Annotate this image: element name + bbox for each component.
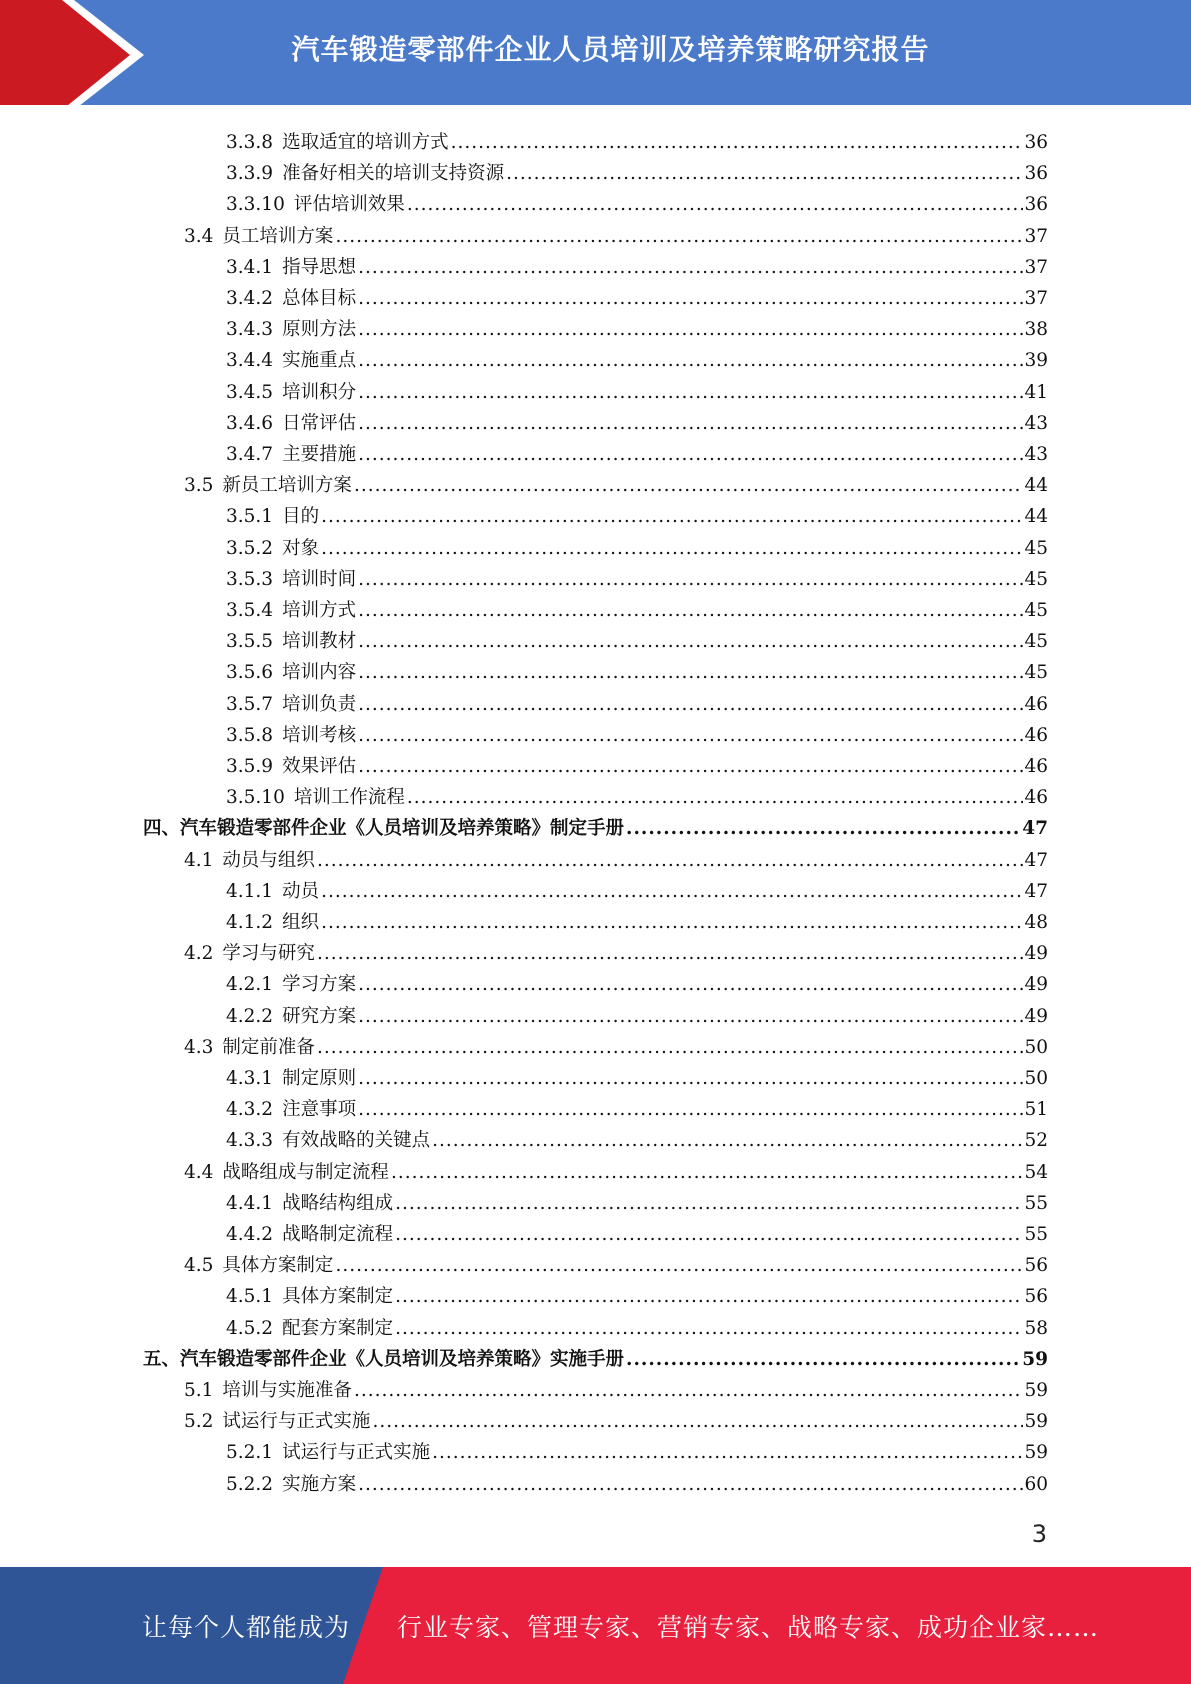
toc-dot-leader	[395, 1281, 1023, 1312]
toc-entry-number: 3.5.6	[226, 662, 274, 684]
toc-entry[interactable]	[226, 626, 1048, 657]
toc-entry-page: 37	[1024, 288, 1048, 309]
toc-entry-page: 49	[1024, 1005, 1048, 1027]
toc-dot-leader	[506, 158, 1023, 189]
toc-entry-number: 3.5.2	[226, 537, 274, 559]
toc-entry[interactable]	[226, 1125, 1048, 1156]
toc-entry-title: 有效战略的关键点	[282, 1130, 431, 1152]
toc-entry[interactable]	[226, 969, 1048, 1000]
footer-banner	[0, 1567, 1191, 1684]
toc-entry-page: 47	[1022, 818, 1048, 840]
toc-dot-leader	[358, 283, 1023, 314]
toc-dot-leader	[432, 1125, 1023, 1156]
toc-dot-leader	[358, 564, 1023, 595]
toc-entry-page: 49	[1024, 943, 1048, 965]
toc-entry-page: 50	[1024, 1068, 1048, 1089]
toc-dot-leader	[358, 689, 1023, 720]
toc-entry-page: 59	[1022, 1348, 1048, 1370]
toc-dot-leader	[321, 533, 1023, 564]
toc-entry[interactable]	[226, 720, 1048, 751]
toc-entry-title: 培训考核	[282, 724, 357, 746]
toc-entry[interactable]	[184, 1375, 1048, 1406]
toc-entry-page: 36	[1024, 163, 1048, 185]
toc-dot-leader	[321, 501, 1023, 532]
toc-entry-number: 3.5	[184, 475, 214, 497]
toc-entry[interactable]	[226, 189, 1048, 220]
toc-entry[interactable]	[143, 1344, 1048, 1375]
toc-dot-leader	[358, 595, 1023, 626]
toc-entry-page: 59	[1024, 1442, 1048, 1464]
toc-entry[interactable]	[226, 876, 1048, 907]
toc-entry-page: 55	[1024, 1192, 1048, 1214]
toc-entry-number: 4.1	[184, 849, 214, 871]
toc-dot-leader	[358, 408, 1023, 439]
toc-entry-number: 3.4.5	[226, 381, 274, 403]
toc-entry-title: 实施方案	[282, 1473, 357, 1495]
toc-entry-page: 36	[1024, 194, 1048, 216]
toc-entry-number: 3.5.5	[226, 631, 274, 653]
toc-entry-number: 5.2	[184, 1411, 214, 1433]
toc-entry-number: 3.5.7	[226, 693, 274, 715]
toc-dot-leader	[407, 189, 1024, 220]
toc-entry-number: 4.2.1	[226, 974, 274, 996]
toc-entry-number: 4.3.1	[226, 1068, 274, 1089]
toc-entry[interactable]	[226, 1469, 1048, 1500]
toc-entry-page: 44	[1024, 506, 1048, 528]
toc-entry-title: 评估培训效果	[293, 194, 405, 216]
toc-entry-title: 制定原则	[282, 1068, 357, 1089]
toc-entry-title: 培训时间	[282, 568, 357, 590]
toc-entry-title: 具体方案制定	[282, 1286, 394, 1308]
toc-dot-leader	[358, 1001, 1023, 1032]
toc-entry-number: 3.4.2	[226, 288, 274, 309]
toc-dot-leader	[358, 1094, 1023, 1125]
toc-dot-leader	[451, 127, 1024, 158]
toc-entry-number: 4.3.3	[226, 1130, 274, 1152]
toc-entry-page: 45	[1024, 537, 1048, 559]
toc-dot-leader	[358, 720, 1023, 751]
toc-entry-number: 4.1.2	[226, 912, 274, 933]
toc-dot-leader	[358, 657, 1023, 688]
toc-entry-page: 46	[1024, 724, 1048, 746]
toc-entry-page: 36	[1024, 132, 1048, 153]
toc-entry-page: 46	[1024, 693, 1048, 715]
toc-dot-leader	[317, 845, 1024, 876]
toc-entry-page: 52	[1024, 1130, 1048, 1152]
toc-entry-title: 实施重点	[282, 350, 357, 372]
toc-entry-number: 4.4	[184, 1161, 214, 1183]
toc-entry[interactable]	[143, 813, 1048, 844]
toc-entry-page: 38	[1024, 319, 1048, 341]
toc-entry-number: 3.4	[184, 225, 214, 247]
toc-entry-number: 3.4.3	[226, 319, 274, 341]
toc-entry-number: 5.2.2	[226, 1473, 274, 1495]
toc-entry[interactable]	[184, 221, 1048, 252]
toc-entry[interactable]	[226, 782, 1048, 813]
toc-entry-title: 指导思想	[282, 256, 357, 278]
toc-entry-page: 45	[1024, 631, 1048, 653]
toc-entry-page: 49	[1024, 974, 1048, 996]
toc-entry[interactable]	[226, 689, 1048, 720]
toc-dot-leader	[407, 782, 1024, 813]
toc-entry-number: 4.4.1	[226, 1192, 274, 1214]
toc-dot-leader	[358, 252, 1023, 283]
toc-entry[interactable]	[226, 377, 1048, 408]
toc-dot-leader	[358, 377, 1023, 408]
toc-entry[interactable]	[226, 501, 1048, 532]
toc-entry-title: 目的	[282, 506, 320, 528]
toc-entry-number: 4.1.1	[226, 880, 274, 902]
toc-entry[interactable]	[226, 1313, 1048, 1344]
toc-entry-title: 学习方案	[282, 974, 357, 996]
toc-entry-page: 46	[1024, 756, 1048, 777]
toc-dot-leader	[391, 1157, 1024, 1188]
toc-dot-leader	[358, 1469, 1023, 1500]
toc-entry-page: 56	[1024, 1286, 1048, 1308]
toc-entry-title: 五、汽车锻造零部件企业《人员培训及培养策略》实施手册	[143, 1348, 625, 1370]
toc-entry-title: 对象	[282, 537, 320, 559]
toc-dot-leader	[358, 751, 1023, 782]
toc-entry-number: 5.1	[184, 1380, 214, 1401]
toc-entry-title: 研究方案	[282, 1005, 357, 1027]
toc-dot-leader	[358, 314, 1023, 345]
toc-dot-leader	[358, 345, 1023, 376]
toc-entry-number: 3.4.6	[226, 412, 274, 434]
toc-entry-title: 日常评估	[282, 412, 357, 434]
toc-entry-title: 准备好相关的培训支持资源	[282, 163, 505, 185]
toc-entry[interactable]	[226, 127, 1048, 158]
toc-entry[interactable]	[184, 938, 1048, 969]
toc-entry-number: 4.5.1	[226, 1286, 274, 1308]
toc-entry[interactable]	[226, 1094, 1048, 1125]
toc-entry[interactable]	[226, 158, 1048, 189]
toc-entry-title: 选取适宜的培训方式	[282, 132, 449, 153]
toc-entry-title: 培训积分	[282, 381, 357, 403]
toc-entry-page: 43	[1024, 412, 1048, 434]
toc-entry-title: 战略结构组成	[282, 1192, 394, 1214]
toc-entry-page: 50	[1024, 1036, 1048, 1058]
toc-entry-title: 具体方案制定	[222, 1255, 334, 1277]
toc-entry-number: 4.4.2	[226, 1224, 274, 1245]
toc-dot-leader	[354, 470, 1024, 501]
toc-entry[interactable]	[184, 470, 1048, 501]
toc-entry-number: 4.5.2	[226, 1317, 274, 1339]
toc-entry[interactable]	[226, 1001, 1048, 1032]
toc-entry[interactable]	[184, 1250, 1048, 1281]
toc-entry[interactable]	[226, 408, 1048, 439]
toc-entry-page: 59	[1024, 1411, 1048, 1433]
toc-dot-leader	[317, 938, 1024, 969]
toc-entry-page: 56	[1024, 1255, 1048, 1277]
toc-entry-page: 60	[1024, 1473, 1048, 1495]
toc-dot-leader	[372, 1406, 1023, 1437]
toc-entry[interactable]	[226, 252, 1048, 283]
toc-entry-number: 4.5	[184, 1255, 214, 1277]
toc-entry-number: 3.5.4	[226, 600, 274, 621]
toc-entry-page: 39	[1024, 350, 1048, 372]
toc-entry[interactable]	[226, 907, 1048, 938]
toc-dot-leader	[395, 1313, 1023, 1344]
toc-dot-leader	[358, 439, 1023, 470]
toc-entry[interactable]	[226, 533, 1048, 564]
toc-entry[interactable]	[184, 845, 1048, 876]
toc-entry-title: 总体目标	[282, 288, 357, 309]
toc-entry-number: 3.4.7	[226, 444, 274, 465]
toc-entry-page: 45	[1024, 568, 1048, 590]
toc-entry-number: 4.2	[184, 943, 214, 965]
toc-entry-title: 配套方案制定	[282, 1317, 394, 1339]
toc-entry-number: 3.3.8	[226, 132, 274, 153]
toc-entry-title: 试运行与正式实施	[222, 1411, 371, 1433]
toc-entry[interactable]	[226, 1219, 1048, 1250]
toc-entry-page: 47	[1024, 880, 1048, 902]
toc-entry-number: 3.4.1	[226, 256, 274, 278]
toc-entry-page: 45	[1024, 662, 1048, 684]
toc-entry-title: 组织	[282, 912, 320, 933]
toc-entry[interactable]	[226, 1437, 1048, 1468]
toc-entry-title: 培训方式	[282, 600, 357, 621]
toc-entry[interactable]	[226, 657, 1048, 688]
toc-entry[interactable]	[184, 1032, 1048, 1063]
toc-entry-title: 战略组成与制定流程	[222, 1161, 389, 1183]
toc-entry-title: 注意事项	[282, 1099, 357, 1121]
toc-entry-title: 培训工作流程	[293, 787, 405, 809]
toc-entry-page: 37	[1024, 256, 1048, 278]
toc-entry-title: 新员工培训方案	[222, 475, 352, 497]
toc-entry-page: 48	[1024, 912, 1048, 933]
toc-entry-title: 培训与实施准备	[222, 1380, 352, 1401]
toc-dot-leader	[395, 1188, 1023, 1219]
toc-entry-number: 3.5.3	[226, 568, 274, 590]
toc-entry-page: 47	[1024, 849, 1048, 871]
toc-dot-leader	[354, 1375, 1024, 1406]
toc-entry[interactable]	[226, 595, 1048, 626]
footer-slogan-right: 行业专家、管理专家、营销专家、战略专家、成功企业家……	[397, 1613, 1100, 1642]
toc-dot-leader	[317, 1032, 1024, 1063]
toc-entry-title: 四、汽车锻造零部件企业《人员培训及培养策略》制定手册	[143, 818, 625, 840]
toc-entry-page: 45	[1024, 600, 1048, 621]
toc-entry-number: 3.5.9	[226, 756, 274, 777]
toc-entry[interactable]	[226, 751, 1048, 782]
page-number: 3	[1031, 1520, 1047, 1548]
toc-entry-number: 3.5.10	[226, 787, 285, 809]
toc-dot-leader	[395, 1219, 1023, 1250]
toc-entry-title: 动员	[282, 880, 320, 902]
toc-entry-title: 培训负责	[282, 693, 357, 715]
toc-entry-number: 3.4.4	[226, 350, 274, 372]
toc-entry[interactable]	[226, 283, 1048, 314]
toc-entry-number: 4.3.2	[226, 1099, 274, 1121]
toc-entry-number: 3.5.1	[226, 506, 274, 528]
toc-entry-title: 试运行与正式实施	[282, 1442, 431, 1464]
toc-entry[interactable]	[226, 439, 1048, 470]
toc-entry-page: 41	[1024, 381, 1048, 403]
toc-entry-title: 动员与组织	[222, 849, 315, 871]
toc-entry-title: 原则方法	[282, 319, 357, 341]
header-banner	[0, 0, 1191, 110]
toc-entry-page: 59	[1024, 1380, 1048, 1401]
toc-entry-number: 4.3	[184, 1036, 214, 1058]
toc-entry[interactable]	[226, 314, 1048, 345]
toc-entry[interactable]	[226, 1281, 1048, 1312]
toc-entry-number: 4.2.2	[226, 1005, 274, 1027]
toc-entry[interactable]	[184, 1157, 1048, 1188]
toc-dot-leader	[335, 1250, 1023, 1281]
toc-entry-title: 员工培训方案	[222, 225, 334, 247]
toc-entry[interactable]	[226, 1188, 1048, 1219]
toc-entry-page: 54	[1024, 1161, 1048, 1183]
toc-dot-leader	[358, 1063, 1023, 1094]
footer-slogan-left: 让每个人都能成为	[142, 1613, 351, 1642]
toc-entry-title: 培训教材	[282, 631, 357, 653]
toc-entry[interactable]	[226, 564, 1048, 595]
document-title: 汽车锻造零部件企业人员培训及培养策略研究报告	[291, 33, 930, 66]
toc-entry-number: 3.5.8	[226, 724, 274, 746]
toc-dot-leader	[321, 907, 1023, 938]
toc-dot-leader	[432, 1437, 1023, 1468]
toc-entry-number: 3.3.9	[226, 163, 274, 185]
toc-entry-title: 学习与研究	[222, 943, 315, 965]
toc-entry-page: 51	[1024, 1099, 1048, 1121]
toc-entry-page: 55	[1024, 1224, 1048, 1245]
toc-entry[interactable]	[226, 1063, 1048, 1094]
toc-entry-title: 培训内容	[282, 662, 357, 684]
toc-entry-page: 37	[1024, 225, 1048, 247]
toc-entry-number: 5.2.1	[226, 1442, 274, 1464]
toc-entry-page: 46	[1024, 787, 1048, 809]
toc-entry-page: 58	[1024, 1317, 1048, 1339]
toc-entry-number: 3.3.10	[226, 194, 285, 216]
toc-entry-page: 44	[1024, 475, 1048, 497]
toc-entry[interactable]	[184, 1406, 1048, 1437]
toc-entry[interactable]	[226, 345, 1048, 376]
toc-dot-leader	[626, 1344, 1021, 1375]
toc-dot-leader	[335, 221, 1023, 252]
toc-entry-title: 效果评估	[282, 756, 357, 777]
toc-entry-page: 43	[1024, 444, 1048, 465]
toc-dot-leader	[321, 876, 1023, 907]
toc-dot-leader	[358, 969, 1023, 1000]
toc-entry-title: 战略制定流程	[282, 1224, 394, 1245]
toc-dot-leader	[358, 626, 1023, 657]
toc-entry-title: 主要措施	[282, 444, 357, 465]
toc-entry-title: 制定前准备	[222, 1036, 315, 1058]
toc-dot-leader	[626, 813, 1021, 844]
